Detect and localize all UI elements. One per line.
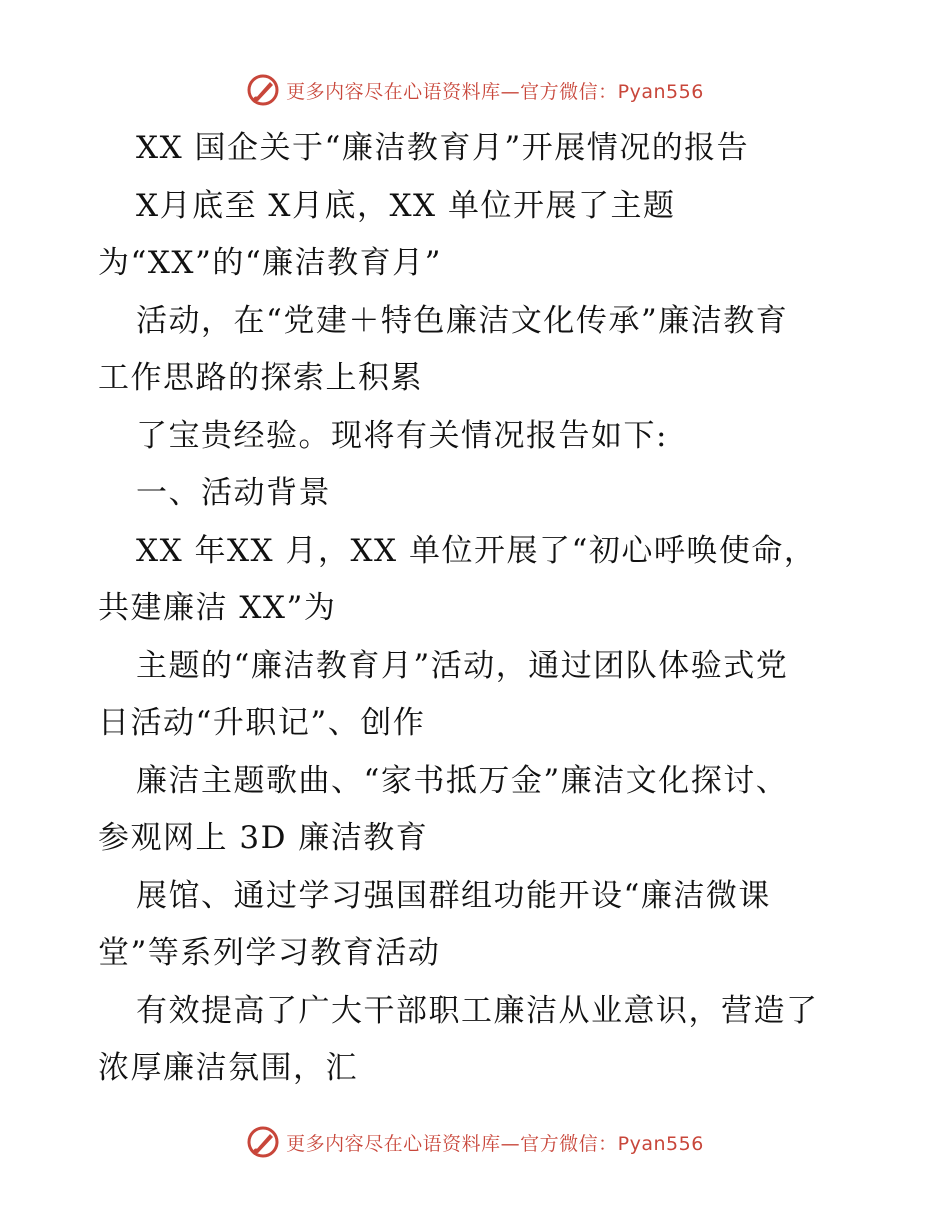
paragraph-line: 参观网上 3D 廉洁教育 <box>98 820 429 856</box>
paragraph-line: 了宝贵经验。现将有关情况报告如下: <box>136 417 668 454</box>
paragraph-line: 廉洁主题歌曲、“家书抵万金”廉洁文化探讨、 <box>136 762 789 799</box>
footer-slogan: 更多内容尽在心语资料库—官方微信：Pyan556 <box>286 1132 704 1155</box>
paragraph-line: 主题的“廉洁教育月”活动，通过团队体验式党 <box>136 647 789 684</box>
paragraph-line: 活动，在“党建＋特色廉洁文化传承”廉洁教育 <box>136 302 789 339</box>
paragraph-line: 共建廉洁 XX”为 <box>98 590 337 626</box>
brush-pen-logo-icon <box>246 1125 280 1159</box>
document-title: XX 国企关于“廉洁教育月”开展情况的报告 <box>136 130 750 166</box>
header-banner <box>0 70 950 110</box>
paragraph-line: 堂”等系列学习教育活动 <box>98 935 441 971</box>
paragraph-line: XX 年XX 月，XX 单位开展了“初心呼唤使命， <box>136 532 817 569</box>
section-heading: 一、活动背景 <box>136 475 331 511</box>
document-body <box>98 120 858 1098</box>
brush-pen-logo-icon <box>246 73 280 107</box>
paragraph-line: 展馆、通过学习强国群组功能开设“廉洁微课 <box>136 877 771 914</box>
paragraph-line: 为“XX”的“廉洁教育月” <box>98 245 443 281</box>
paragraph-line: 有效提高了广大干部职工廉洁从业意识，营造了 <box>136 992 819 1029</box>
paragraph-line: 浓厚廉洁氛围，汇 <box>98 1050 358 1086</box>
header-slogan: 更多内容尽在心语资料库—官方微信：Pyan556 <box>286 80 704 103</box>
paragraph-line: X月底至 X月底，XX 单位开展了主题 <box>136 187 676 224</box>
paragraph-line: 工作思路的探索上积累 <box>98 360 423 396</box>
paragraph-line: 日活动“升职记”、创作 <box>98 705 426 741</box>
footer-banner <box>0 1122 950 1162</box>
